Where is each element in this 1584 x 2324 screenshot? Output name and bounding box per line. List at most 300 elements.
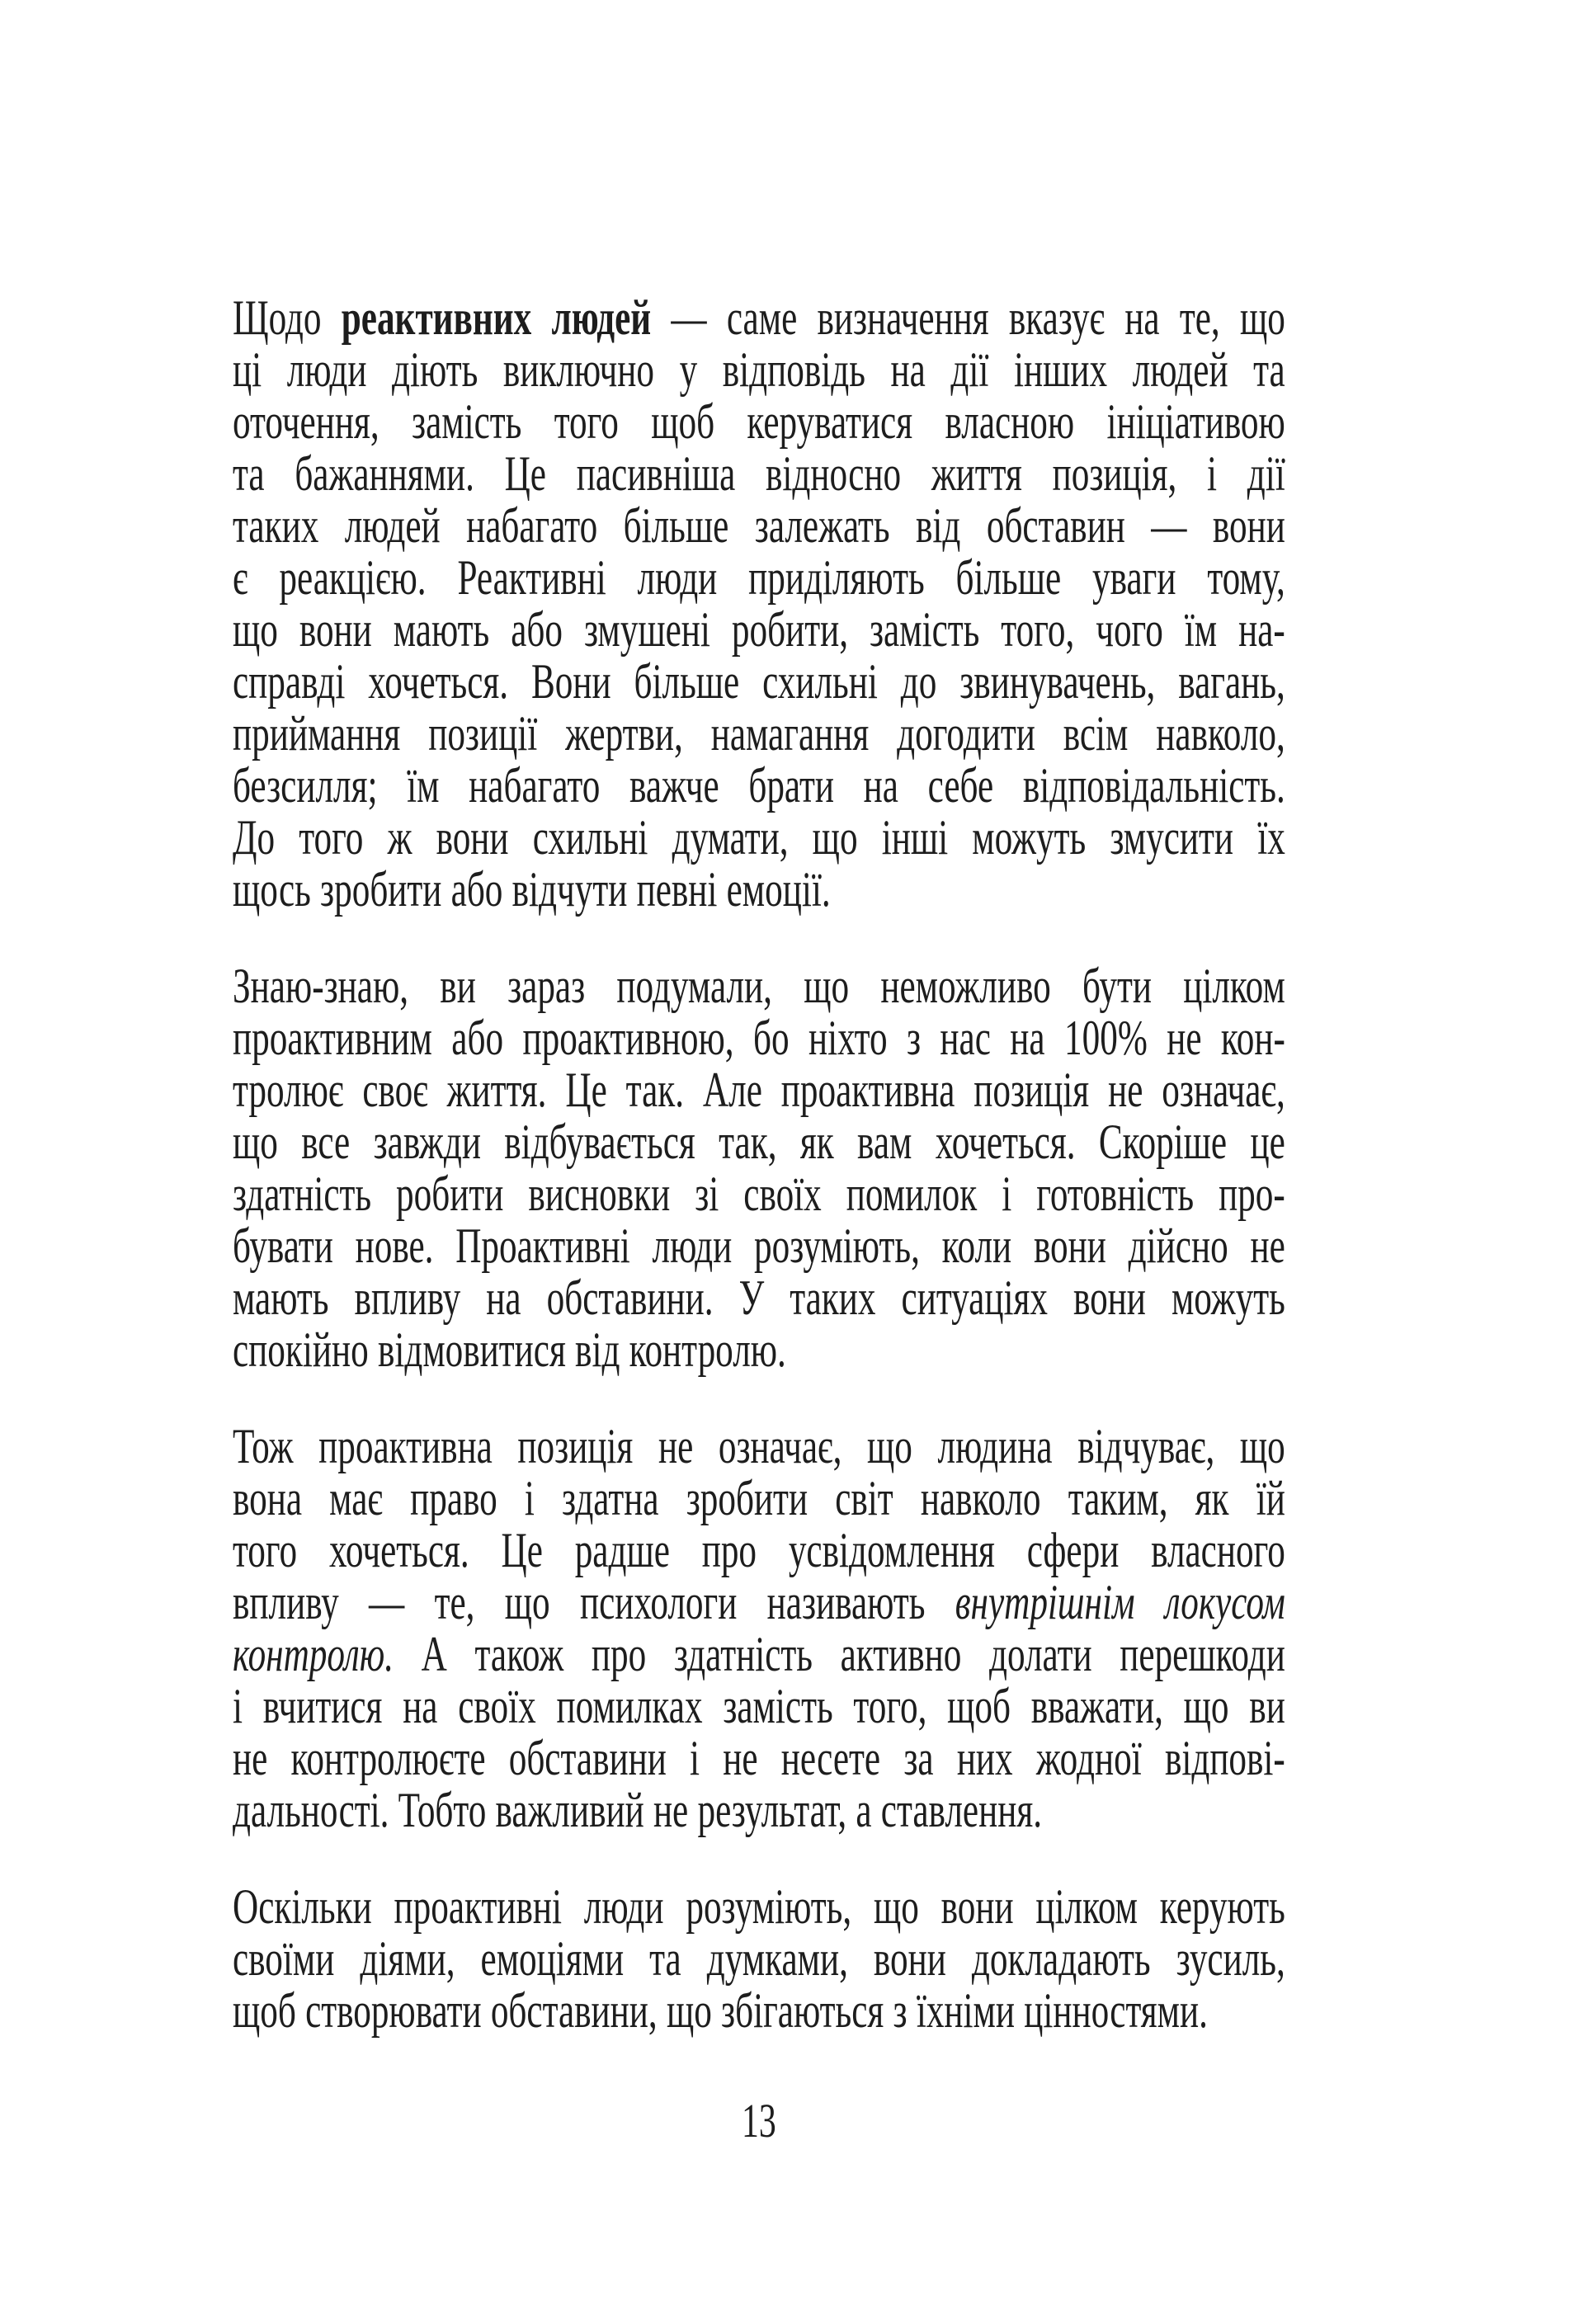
word: кон- xyxy=(1220,1011,1285,1065)
word: відповідь xyxy=(722,342,865,397)
word: те, xyxy=(434,1575,475,1629)
word: більше xyxy=(623,498,729,553)
word: ситуаціях xyxy=(901,1270,1048,1325)
word: щоб xyxy=(651,394,715,449)
text-line xyxy=(233,1012,1285,1064)
word: певні xyxy=(636,862,718,917)
word: на- xyxy=(1238,602,1285,657)
word: що xyxy=(1239,1419,1285,1473)
word: на xyxy=(1124,290,1160,345)
word: життя. xyxy=(446,1063,547,1117)
word: тому, xyxy=(1207,550,1285,605)
text-line xyxy=(233,552,1285,604)
word: не xyxy=(233,1731,268,1785)
word: змушені xyxy=(583,602,710,657)
word: проактивні xyxy=(394,1879,562,1934)
word: них xyxy=(956,1731,1013,1785)
word: несете xyxy=(780,1731,881,1785)
word: нове. xyxy=(355,1219,434,1273)
word: життя xyxy=(931,446,1022,501)
word: можуть xyxy=(972,810,1087,865)
word: Це xyxy=(501,1523,543,1577)
word: реактивних xyxy=(341,290,532,345)
word: ніхто xyxy=(808,1011,888,1065)
word: проактивним xyxy=(233,1011,432,1065)
word: здатність xyxy=(233,1167,372,1221)
word: від xyxy=(575,1322,620,1377)
word: сфери xyxy=(1026,1523,1120,1577)
word: вагань, xyxy=(1178,654,1285,709)
word: людей xyxy=(344,498,441,553)
text-line xyxy=(233,1525,1285,1577)
word: долати xyxy=(988,1627,1092,1681)
word: контролю. xyxy=(629,1322,786,1377)
word: проактивною, xyxy=(522,1011,734,1065)
word: відбувається xyxy=(504,1115,695,1169)
word: брати xyxy=(748,758,834,813)
word: світ xyxy=(835,1471,893,1525)
word: вказує xyxy=(1008,290,1106,345)
word: уваги xyxy=(1092,550,1176,605)
word: за xyxy=(903,1731,934,1785)
word: хочеться. xyxy=(368,654,509,709)
word: зробити xyxy=(320,862,442,917)
word: Реактивні xyxy=(457,550,606,605)
word: або xyxy=(511,602,563,657)
word: замість xyxy=(869,602,980,657)
paragraph xyxy=(233,960,1285,1376)
word: у xyxy=(679,342,698,397)
word: розуміють, xyxy=(686,1879,852,1934)
word: Проактивні xyxy=(455,1219,630,1273)
word: пасивніша xyxy=(576,446,736,501)
word: обставини xyxy=(508,1731,667,1785)
word: і xyxy=(1002,1167,1012,1221)
word: того xyxy=(299,810,364,865)
word: власною xyxy=(945,394,1075,449)
word: думками, xyxy=(706,1931,848,1986)
word: більше xyxy=(955,550,1062,605)
word: проактивна xyxy=(780,1063,955,1117)
word: відмовитися xyxy=(377,1322,566,1377)
word: люди xyxy=(652,1219,733,1273)
word: щоб xyxy=(947,1679,1011,1733)
word: не xyxy=(653,1783,689,1837)
word: психологи xyxy=(579,1575,738,1629)
paragraph xyxy=(233,1881,1285,2037)
word: відносно xyxy=(766,446,902,501)
word: того xyxy=(554,394,619,449)
word: або xyxy=(450,862,503,917)
word: так. xyxy=(625,1063,685,1117)
word: це xyxy=(1250,1115,1285,1169)
word: зараз xyxy=(507,959,586,1013)
word: інші xyxy=(881,810,949,865)
text-line xyxy=(233,1933,1285,1985)
word: того, xyxy=(853,1679,927,1733)
word: позиції xyxy=(428,706,538,761)
word: своїх xyxy=(743,1167,822,1221)
word: вважати, xyxy=(1030,1679,1163,1733)
text-block xyxy=(233,292,1285,2147)
word: результат, xyxy=(697,1783,847,1837)
word: намагання xyxy=(710,706,870,761)
word: замість xyxy=(412,394,522,449)
word: ці xyxy=(233,342,262,397)
text-line xyxy=(233,1220,1285,1272)
word: своїх xyxy=(458,1679,536,1733)
text-line xyxy=(233,1881,1285,1933)
word: також xyxy=(474,1627,564,1681)
word: цілком xyxy=(1183,959,1285,1013)
word: позиція xyxy=(517,1419,634,1473)
word: так, xyxy=(719,1115,777,1169)
word: радше xyxy=(574,1523,670,1577)
word: як xyxy=(1195,1471,1229,1525)
word: про xyxy=(591,1627,647,1681)
word: важливий xyxy=(495,1783,644,1837)
word: на xyxy=(863,758,898,813)
word: можуть xyxy=(1171,1270,1285,1325)
word: право xyxy=(410,1471,497,1525)
word: що xyxy=(504,1575,550,1629)
word: реакцією. xyxy=(279,550,427,605)
word: ви xyxy=(440,959,476,1013)
word: хочеться. xyxy=(328,1523,469,1577)
word: вони xyxy=(1072,1270,1146,1325)
word: і xyxy=(233,1679,243,1733)
word: що xyxy=(867,1419,912,1473)
word: позиція, xyxy=(1052,446,1177,501)
word: усвідомлення xyxy=(788,1523,995,1577)
paragraph xyxy=(233,292,1285,916)
text-line xyxy=(233,760,1285,812)
word: набагато xyxy=(469,758,601,813)
word: дії xyxy=(1247,446,1285,501)
word: більше xyxy=(634,654,740,709)
text-line xyxy=(233,1168,1285,1220)
word: бувати xyxy=(233,1219,333,1273)
word: навколо xyxy=(920,1471,1041,1525)
text-line xyxy=(233,1577,1285,1629)
word: До xyxy=(233,810,276,865)
word: своїми xyxy=(233,1931,335,1986)
word: помилок xyxy=(846,1167,978,1221)
word: вони xyxy=(436,810,509,865)
word: бути xyxy=(1082,959,1152,1013)
word: емоції. xyxy=(726,862,831,917)
word: те, xyxy=(1179,290,1220,345)
word: У xyxy=(738,1270,765,1325)
word: на xyxy=(890,342,926,397)
word: здатна xyxy=(562,1471,659,1525)
word: не xyxy=(1108,1063,1143,1117)
word: позиція xyxy=(974,1063,1090,1117)
word: та xyxy=(649,1931,681,1986)
word: впливу xyxy=(354,1270,461,1325)
word: — xyxy=(671,290,707,345)
word: помилках xyxy=(556,1679,703,1733)
text-line xyxy=(233,1116,1285,1168)
word: люди xyxy=(583,1879,664,1934)
word: зробити xyxy=(686,1471,808,1525)
word: їх xyxy=(1257,810,1285,865)
text-line xyxy=(233,864,1285,916)
word: А xyxy=(421,1627,447,1681)
word: і xyxy=(524,1471,535,1525)
text-line xyxy=(233,656,1285,708)
page-number: 13 xyxy=(742,2094,776,2147)
word: контролю. xyxy=(233,1627,394,1681)
word: нас xyxy=(940,1011,991,1065)
word: щоб xyxy=(233,1983,296,2038)
word: або xyxy=(451,1011,504,1065)
word: що xyxy=(804,959,850,1013)
word: коли xyxy=(941,1219,1012,1273)
word: висновки xyxy=(528,1167,671,1221)
text-line xyxy=(233,500,1285,552)
word: набагато xyxy=(466,498,598,553)
word: Вони xyxy=(530,654,611,709)
word: ініціативою xyxy=(1106,394,1285,449)
word: на xyxy=(403,1679,438,1733)
text-line xyxy=(233,1421,1285,1473)
word: людина xyxy=(937,1419,1053,1473)
text-line xyxy=(233,1681,1285,1732)
text-line xyxy=(233,1985,1285,2037)
word: не xyxy=(1167,1011,1202,1065)
word: люди xyxy=(637,550,718,605)
word: збігаються xyxy=(721,1983,884,2038)
word: приймання xyxy=(233,706,401,761)
paragraphs xyxy=(233,292,1285,2037)
word: того xyxy=(233,1523,298,1577)
word: жертви, xyxy=(565,706,683,761)
word: таким, xyxy=(1068,1471,1168,1525)
text-line xyxy=(233,396,1285,448)
word: вони xyxy=(873,1931,946,1986)
word: що xyxy=(233,602,278,657)
text-line xyxy=(233,1732,1285,1784)
word: а xyxy=(856,1783,872,1837)
word: визначення xyxy=(817,290,989,345)
word: не xyxy=(1250,1219,1285,1273)
word: внутрішнім xyxy=(955,1575,1135,1629)
word: є xyxy=(233,550,248,605)
word: спокійно xyxy=(233,1322,369,1377)
word: обставин xyxy=(986,498,1125,553)
word: робити xyxy=(396,1167,504,1221)
word: Це xyxy=(504,446,546,501)
word: неможливо xyxy=(880,959,1051,1013)
word: перешкоди xyxy=(1120,1627,1285,1681)
word: ви xyxy=(1249,1679,1285,1733)
word: має xyxy=(329,1471,383,1525)
text-line xyxy=(233,1473,1285,1525)
word: — xyxy=(369,1575,405,1629)
word: що xyxy=(1239,290,1285,345)
word: бо xyxy=(752,1011,790,1065)
word: людей xyxy=(1132,342,1228,397)
text-line xyxy=(233,1629,1285,1681)
word: таких xyxy=(790,1270,876,1325)
word: керують xyxy=(1159,1879,1285,1934)
word: всім xyxy=(1063,706,1129,761)
word: робити, xyxy=(731,602,849,657)
word: цінностями. xyxy=(1024,1983,1208,2038)
word: до xyxy=(900,654,937,709)
word: обставини, xyxy=(490,1983,658,2038)
text-line xyxy=(233,1064,1285,1116)
word: виключно xyxy=(502,342,655,397)
word: мають xyxy=(393,602,490,657)
text-line xyxy=(233,1784,1285,1836)
word: Це xyxy=(565,1063,607,1117)
word: їй xyxy=(1256,1471,1285,1525)
word: вони xyxy=(299,602,372,657)
word: жодної xyxy=(1035,1731,1142,1785)
word: діють xyxy=(392,342,478,397)
word: від xyxy=(916,498,961,553)
word: Тож xyxy=(233,1419,294,1473)
word: що xyxy=(233,1115,278,1169)
word: керуватися xyxy=(747,394,913,449)
word: своє xyxy=(362,1063,428,1117)
word: власного xyxy=(1151,1523,1285,1577)
word: що xyxy=(666,1983,712,2038)
word: з xyxy=(906,1011,922,1065)
word: вони xyxy=(1212,498,1285,553)
word: себе xyxy=(927,758,994,813)
word: завжди xyxy=(373,1115,481,1169)
word: їм xyxy=(407,758,440,813)
text-line xyxy=(233,960,1285,1012)
word: подумали, xyxy=(616,959,772,1013)
word: вони xyxy=(1033,1219,1106,1273)
word: не xyxy=(658,1419,694,1473)
word: щось xyxy=(233,862,311,917)
word: думати, xyxy=(672,810,789,865)
word: відпові- xyxy=(1164,1731,1285,1785)
word: Знаю-знаю, xyxy=(233,959,409,1013)
word: навколо, xyxy=(1156,706,1285,761)
word: відповідальність. xyxy=(1022,758,1285,813)
word: безсилля; xyxy=(233,758,378,813)
word: звинувачень, xyxy=(959,654,1156,709)
word: розуміють, xyxy=(754,1219,920,1273)
word: емоціями xyxy=(480,1931,625,1986)
word: люди xyxy=(286,342,367,397)
word: замість xyxy=(723,1679,833,1733)
word: дальності. xyxy=(233,1783,389,1837)
word: на xyxy=(486,1270,521,1325)
word: проактивна xyxy=(318,1419,493,1473)
word: називають xyxy=(766,1575,926,1629)
word: вони xyxy=(940,1879,1014,1934)
text-line xyxy=(233,1272,1285,1324)
word: діями, xyxy=(360,1931,455,1986)
word: оточення, xyxy=(233,394,380,449)
word: локусом xyxy=(1164,1575,1285,1629)
word: людей xyxy=(551,290,652,345)
word: впливу xyxy=(233,1575,339,1629)
word: їм xyxy=(1184,602,1218,657)
word: чого xyxy=(1096,602,1163,657)
text-line xyxy=(233,344,1285,396)
word: та xyxy=(233,446,265,501)
text-line xyxy=(233,1324,1285,1376)
word: та xyxy=(1253,342,1285,397)
text-line xyxy=(233,292,1285,344)
word: Тобто xyxy=(398,1783,487,1837)
word: дії xyxy=(950,342,989,397)
word: мають xyxy=(233,1270,329,1325)
word: що xyxy=(1183,1679,1229,1733)
word: саме xyxy=(726,290,798,345)
word: схильні xyxy=(762,654,878,709)
word: інших xyxy=(1013,342,1108,397)
text-line xyxy=(233,812,1285,864)
word: цілком xyxy=(1035,1879,1138,1934)
word: вчитися xyxy=(262,1679,383,1733)
word: не xyxy=(723,1731,758,1785)
word: докладають xyxy=(971,1931,1151,1986)
word: обставини. xyxy=(546,1270,714,1325)
word: тролює xyxy=(233,1063,344,1117)
text-line xyxy=(233,604,1285,656)
word: того, xyxy=(1001,602,1075,657)
word: активно xyxy=(840,1627,962,1681)
word: зі xyxy=(695,1167,719,1221)
word: з xyxy=(893,1983,908,2038)
word: змусити xyxy=(1110,810,1234,865)
text-line xyxy=(233,708,1285,760)
word: готовність xyxy=(1036,1167,1195,1221)
word: Скоріше xyxy=(1098,1115,1228,1169)
word: справді xyxy=(233,654,346,709)
word: важче xyxy=(629,758,719,813)
word: і xyxy=(690,1731,700,1785)
word: їхніми xyxy=(916,1983,1016,2038)
word: дійсно xyxy=(1128,1219,1228,1273)
word: і xyxy=(1207,446,1218,501)
word: догодити xyxy=(897,706,1035,761)
word: приділяють xyxy=(748,550,925,605)
word: вам xyxy=(857,1115,912,1169)
word: на xyxy=(1010,1011,1045,1065)
word: все xyxy=(301,1115,351,1169)
word: означає, xyxy=(1162,1063,1285,1117)
word: Але xyxy=(702,1063,762,1117)
word: вона xyxy=(233,1471,303,1525)
word: контролюєте xyxy=(290,1731,486,1785)
word: залежать xyxy=(754,498,890,553)
word: здатність xyxy=(673,1627,813,1681)
word: про- xyxy=(1219,1167,1285,1221)
word: бажаннями. xyxy=(295,446,474,501)
word: відчути xyxy=(512,862,628,917)
word: як xyxy=(799,1115,834,1169)
word: хочеться. xyxy=(935,1115,1076,1169)
word: схильні xyxy=(532,810,648,865)
word: 100% xyxy=(1064,1011,1148,1065)
word: створювати xyxy=(305,1983,482,2038)
word: Оскільки xyxy=(233,1879,372,1934)
word: про xyxy=(701,1523,757,1577)
word: відчуває, xyxy=(1077,1419,1215,1473)
word: означає, xyxy=(718,1419,842,1473)
text-line xyxy=(233,448,1285,500)
